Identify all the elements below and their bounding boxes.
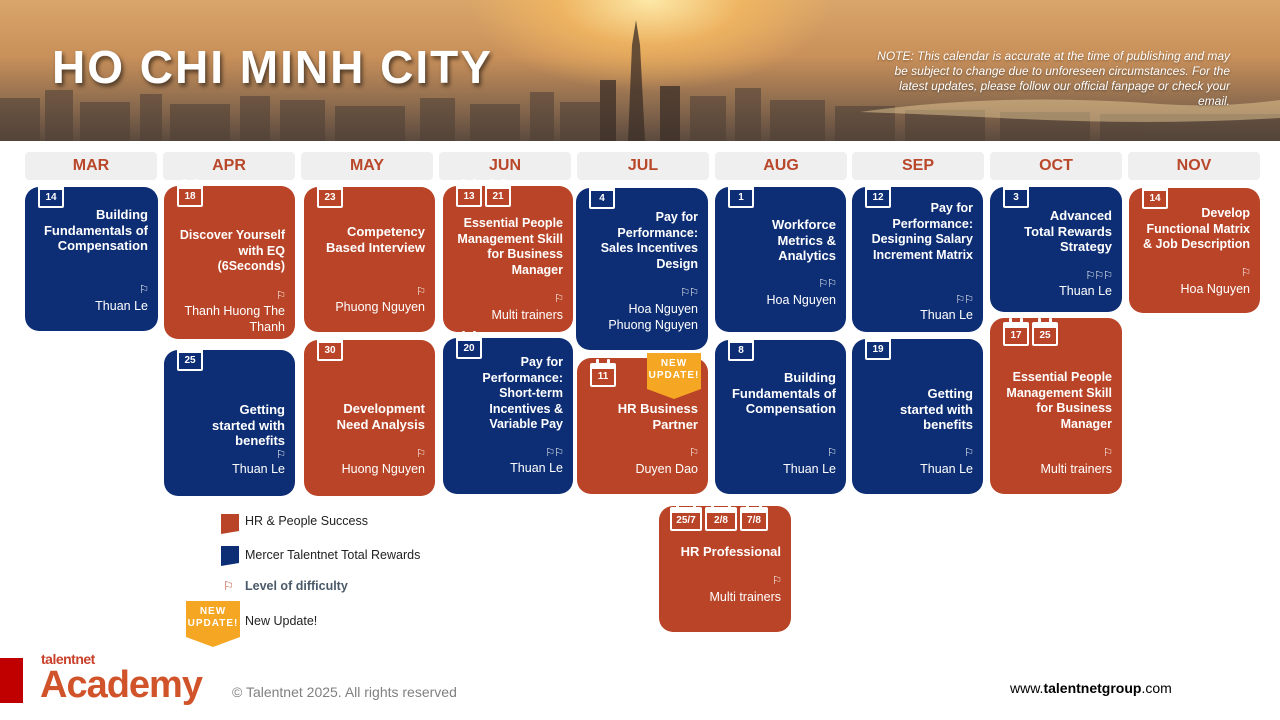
difficulty-flag-icon: ⚐ [1103, 447, 1112, 459]
calendar-icon: 1 [728, 184, 754, 208]
legend-hr-swatch-icon [221, 514, 239, 534]
course-title: Workforce Metrics & Analytics [771, 217, 836, 263]
course-title: Pay for Performance: Short-term Incentives & Variable Pay [482, 355, 563, 431]
course-title: Development Need Analysis [336, 401, 425, 432]
calendar-icon: 21 [485, 183, 511, 207]
course-trainer: Multi trainers [709, 590, 781, 604]
course-card-workforce-metrics[interactable] [715, 187, 846, 332]
calendar-icon: 4 [589, 185, 615, 209]
course-title: Competency Based Interview [326, 224, 425, 255]
course-trainer: Hoa Nguyen [1180, 282, 1250, 296]
calendar-icon: 13 [456, 183, 482, 207]
calendar-icon: 11 [590, 363, 616, 387]
course-card-getting-started-benefits-apr[interactable] [164, 350, 295, 496]
course-card-building-fundamentals-mar[interactable] [25, 187, 158, 331]
calendar-icon: 25 [1032, 322, 1058, 346]
difficulty-flag-icon: ⚐ [689, 447, 698, 459]
month-header-may: MAY [301, 152, 433, 180]
course-title: Essential People Management Skill for Business Manager [457, 216, 563, 277]
course-trainer: Thuan Le [1059, 284, 1112, 298]
course-trainer: Thuan Le [920, 308, 973, 322]
course-trainer: Hoa Nguyen Phuong Nguyen [608, 302, 698, 332]
course-trainer: Thuan Le [783, 462, 836, 476]
calendar-icon: 25/7 [670, 507, 702, 531]
course-trainer: Thuan Le [920, 462, 973, 476]
course-card-building-fundamentals-aug[interactable] [715, 340, 846, 494]
legend-hr-label: HR & People Success [245, 514, 368, 528]
course-trainer: Thanh Huong The Thanh [184, 304, 285, 334]
course-trainer: Hoa Nguyen [766, 293, 836, 307]
course-title: Pay for Performance: Designing Salary Increment Matrix [871, 201, 973, 262]
difficulty-flag-icon: ⚐ [1241, 267, 1250, 279]
difficulty-flag-icon: ⚐ [964, 447, 973, 459]
course-card-pay-performance-salary-increment[interactable] [852, 187, 983, 332]
month-header-jun: JUN [439, 152, 571, 180]
calendar-icon: 2/8 [705, 507, 737, 531]
difficulty-flag-icon: ⚐ [276, 449, 285, 461]
month-header-mar: MAR [25, 152, 157, 180]
calendar-icon: 20 [456, 335, 482, 359]
calendar-icon: 18 [177, 183, 203, 207]
calendar-icon: 23 [317, 184, 343, 208]
legend-rewards-label: Mercer Talentnet Total Rewards [245, 548, 421, 562]
course-title: Advanced Total Rewards Strategy [1024, 208, 1112, 254]
header-banner [0, 0, 1280, 141]
course-title: Discover Yourself with EQ (6Seconds) [179, 228, 285, 273]
month-header-oct: OCT [990, 152, 1122, 180]
difficulty-flag-icon: ⚐ [139, 284, 148, 296]
course-title: Pay for Performance: Sales Incentives Design [600, 210, 698, 271]
legend-difficulty-label: Level of difficulty [245, 579, 348, 593]
course-trainer: Multi trainers [1040, 462, 1112, 476]
course-card-pay-performance-short-term[interactable] [443, 338, 573, 494]
course-title: Building Fundamentals of Compensation [43, 207, 148, 253]
course-title: Essential People Management Skill for Business Manager [1006, 370, 1112, 431]
difficulty-flag-icon: ⚐⚐ [545, 447, 563, 459]
course-title: Develop Functional Matrix & Job Description [1143, 206, 1250, 251]
calendar-icon: 25 [177, 347, 203, 371]
course-title: Getting started with benefits [900, 386, 973, 432]
calendar-icon: 19 [865, 336, 891, 360]
month-header-jul: JUL [577, 152, 709, 180]
disclaimer-note: NOTE: This calendar is accurate at the time of publishing and may be subject to change due to unforeseen circumstances. For the latest updates, please follow our official fanpage or check your email. [877, 49, 1230, 108]
calendar-icon: 12 [865, 184, 891, 208]
course-card-essential-people-management-jun[interactable] [443, 186, 573, 332]
course-trainer: Huong Nguyen [341, 462, 425, 476]
difficulty-flag-icon: ⚐⚐ [955, 294, 973, 306]
course-card-discover-yourself-eq[interactable] [164, 186, 295, 339]
course-card-getting-started-benefits-sep[interactable] [852, 339, 983, 494]
course-card-advanced-total-rewards[interactable] [990, 187, 1122, 312]
calendar-icon: 14 [1142, 185, 1168, 209]
difficulty-flag-icon: ⚐ [772, 575, 781, 587]
course-card-develop-functional-matrix[interactable] [1129, 188, 1260, 313]
difficulty-flag-icon: ⚐⚐ [818, 278, 836, 290]
website-link[interactable]: www.talentnetgroup.com [1010, 680, 1172, 696]
course-card-pay-performance-sales-incentives[interactable] [576, 188, 708, 350]
calendar-icon: 7/8 [740, 507, 768, 531]
course-card-competency-based-interview[interactable] [304, 187, 435, 332]
course-title: HR Professional [680, 544, 781, 559]
course-trainer: Thuan Le [510, 461, 563, 475]
month-header-aug: AUG [715, 152, 847, 180]
difficulty-flag-icon: ⚐⚐ [680, 287, 698, 299]
calendar-icon: 3 [1003, 184, 1029, 208]
calendar-icon: 17 [1003, 322, 1029, 346]
calendar-icon: 30 [317, 337, 343, 361]
course-card-development-need-analysis[interactable] [304, 340, 435, 496]
legend-difficulty-flag-icon: ⚐ [223, 579, 234, 593]
course-trainer: Thuan Le [232, 462, 285, 476]
difficulty-flag-icon: ⚐ [554, 293, 563, 305]
course-title: Building Fundamentals of Compensation [731, 370, 836, 416]
course-card-hr-professional[interactable] [659, 506, 791, 632]
difficulty-flag-icon: ⚐ [416, 286, 425, 298]
legend-new-update-label: New Update! [245, 614, 318, 628]
month-header-sep: SEP [852, 152, 984, 180]
course-trainer: Phuong Nguyen [335, 300, 425, 314]
footer-red-bar [0, 658, 23, 703]
month-header-apr: APR [163, 152, 295, 180]
course-trainer: Thuan Le [95, 299, 148, 313]
copyright-text: © Talentnet 2025. All rights reserved [232, 684, 457, 700]
difficulty-flag-icon: ⚐ [276, 290, 285, 302]
calendar-icon: 14 [38, 184, 64, 208]
new-update-badge: NEW UPDATE! [647, 353, 701, 397]
course-title: Getting started with benefits [212, 402, 285, 448]
course-trainer: Multi trainers [491, 308, 563, 322]
course-title: HR Business Partner [617, 401, 698, 432]
difficulty-flag-icon: ⚐ [827, 447, 836, 459]
legend-rewards-swatch-icon [221, 546, 239, 566]
month-header-nov: NOV [1128, 152, 1260, 180]
difficulty-flag-icon: ⚐⚐⚐ [1085, 270, 1112, 282]
course-trainer: Duyen Dao [635, 462, 698, 476]
page-title: HO CHI MINH CITY [52, 41, 493, 93]
logo-academy: Academy [40, 664, 202, 706]
difficulty-flag-icon: ⚐ [416, 448, 425, 460]
logo-talentnet: talentnet [41, 651, 95, 667]
legend-new-update-badge: NEW UPDATE! [186, 601, 240, 645]
course-card-essential-people-management-oct[interactable] [990, 318, 1122, 494]
calendar-icon: 8 [728, 337, 754, 361]
